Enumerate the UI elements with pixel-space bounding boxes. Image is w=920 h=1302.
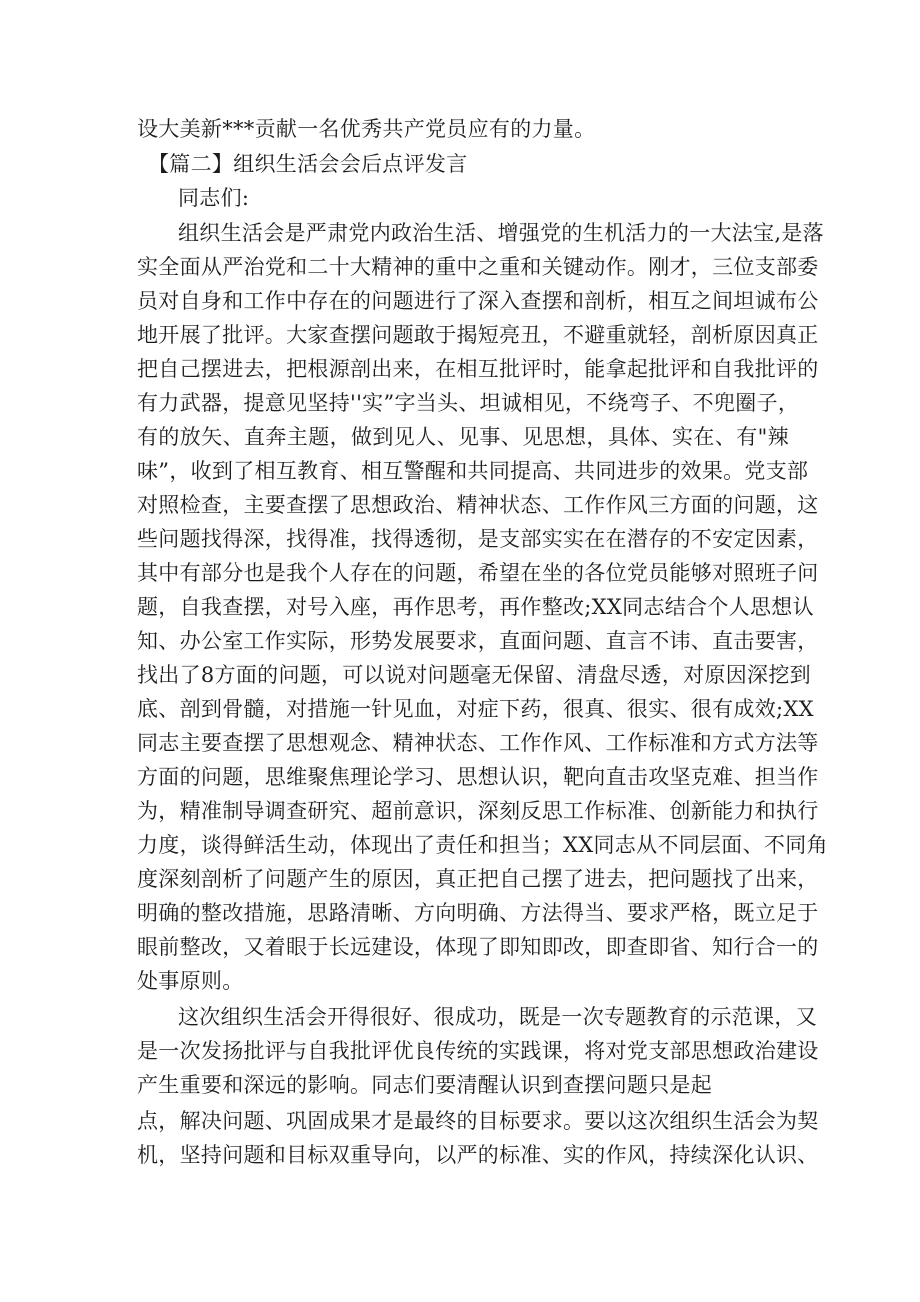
paragraph-line: 眼前整改，又着眼于长远建设，体现了即知即改，即查即省、知行合一的 [137,935,819,959]
paragraph-line: 味”，收到了相互教育、相互警醒和共同提高、共同进步的效果。党支部 [137,459,809,483]
paragraph-line: 题，自我查摆，对号入座，再作思考，再作整改;XX同志结合个人思想认 [137,595,814,619]
paragraph-line: 些问题找得深，找得准，找得透彻，是支部实实在在潜存的不安定因素， [137,527,819,551]
paragraph-line: 力度，谈得鲜活生动，体现出了责任和担当；XX同志从不同层面、不同角 [137,833,828,857]
paragraph-line: 找出了8方面的问题，可以说对问题毫无保留、清盘尽透，对原因深挖到 [137,663,811,687]
paragraph-line: 是一次发扬批评与自我批评优良传统的实践课，将对党支部思想政治建设 [137,1039,819,1063]
paragraph-line: 底、剖到骨髓，对措施一针见血，对症下药，很真、很实、很有成效;XX [137,697,814,721]
paragraph-line: 同志主要查摆了思想观念、精神状态、工作作风、工作标准和方式方法等 [137,731,819,755]
paragraph-line: 对照检查，主要查摆了思想政治、精神状态、工作作风三方面的问题，这 [137,493,819,517]
paragraph-line: 点，解决问题、巩固成果才是最终的目标要求。要以这次组织生活会为契 [137,1109,819,1133]
paragraph-line: 方面的问题，思维聚焦理论学习、思想认识，靶向直击攻坚克难、担当作 [137,765,819,789]
paragraph-line: 明确的整改措施，思路清晰、方向明确、方法得当、要求严格，既立足于 [137,901,819,925]
paragraph-line: 把自己摆进去，把根源剖出来，在相互批评时，能拿起批评和自我批评的 [137,357,819,381]
paragraph-line: 地开展了批评。大家查摆问题敢于揭短亮丑，不避重就轻，剖析原因真正 [137,323,819,347]
paragraph-line: 有力武器，提意见坚持''实”字当头、坦诚相见，不绕弯子、不兜圈子， [137,391,800,415]
paragraph-line: 设大美新***贡献一名优秀共产党员应有的力量。 [137,117,596,141]
salutation: 同志们: [178,186,250,210]
paragraph-line: 为，精准制导调查研究、超前意识，深刻反思工作标准、创新能力和执行 [137,799,819,823]
paragraph-line: 机，坚持问题和目标双重导向，以严的标准、实的作风，持续深化认识、 [137,1143,819,1167]
paragraph-line: 组织生活会是严肃党内政治生活、增强党的生机活力的一大法宝,是落 [178,221,824,245]
paragraph-line: 有的放矢、直奔主题，做到见人、见事、见思想，具体、实在、有"辣 [137,425,789,449]
paragraph-line: 员对自身和工作中存在的问题进行了深入查摆和剖析，相互之间坦诚布公 [137,289,819,313]
paragraph-line: 这次组织生活会开得很好、很成功，既是一次专题教育的示范课，又 [178,1005,817,1029]
paragraph-line: 实全面从严治党和二十大精神的重中之重和关键动作。刚才，三位支部委 [137,255,819,279]
section-heading: 【篇二】组织生活会会后点评发言 [148,152,468,176]
paragraph-line: 处事原则。 [137,969,244,993]
paragraph-line: 知、办公室工作实际，形势发展要求，直面问题、直言不讳、直击要害， [137,629,819,653]
paragraph-line: 度深刻剖析了问题产生的原因，真正把自己摆了进去，把问题找了出来， [137,867,819,891]
paragraph-line: 其中有部分也是我个人存在的问题，希望在坐的各位党员能够对照班子问 [137,561,819,585]
paragraph-line: 产生重要和深远的影响。同志们要清醒认识到查摆问题只是起 [137,1073,713,1097]
